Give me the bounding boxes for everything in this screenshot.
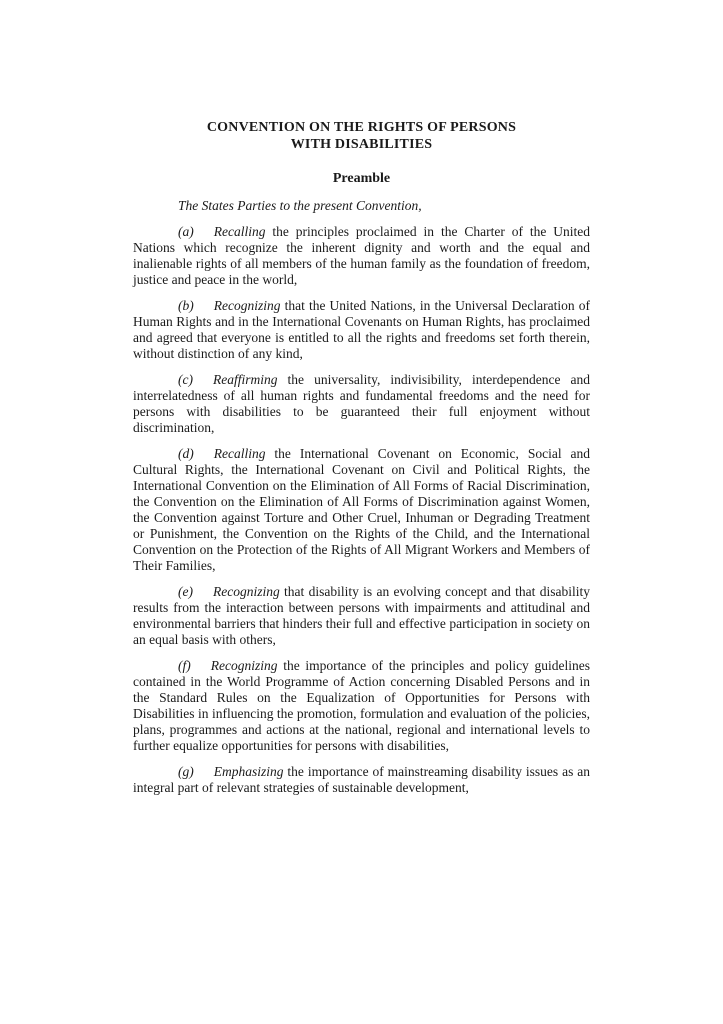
paragraph-lead: Recalling: [213, 446, 266, 461]
paragraph-lead: Recognizing: [210, 658, 278, 673]
preamble-heading: Preamble: [332, 171, 391, 186]
paragraph-marker: (d): [178, 446, 194, 461]
document-title: [133, 119, 590, 153]
paragraph-marker: (c): [178, 372, 193, 387]
paragraph-marker: (e): [178, 584, 193, 599]
paragraph-lead: Recalling: [213, 224, 266, 239]
preamble-paragraph: [133, 224, 590, 288]
intro-line: The States Parties to the present Convention,: [178, 198, 422, 213]
preamble-paragraph: [133, 446, 590, 574]
paragraph-marker: (f): [178, 658, 191, 673]
document-title-line1: CONVENTION ON THE RIGHTS OF PERSONS: [206, 120, 517, 135]
paragraph-marker: (a): [178, 224, 194, 239]
paragraph-text: the International Covenant on Economic, Social and Cultural Rights, the International Covenant on Civil and Political Rights, the International Convention on the Elimination of All Forms of Racial Discrimination, the Convention on the Elimination of All Forms of Discrimination against Women, the Convention against Torture and Other Cruel, Inhuman or Degrading Treatment or Punishment, the Convention on the Rights of the Child, and the International Convention on the Protection of the Rights of All Migrant Workers and Members of Their Families,: [133, 446, 590, 573]
paragraph-lead: Reaffirming: [212, 372, 278, 387]
paragraph-text: the importance of the principles and policy guidelines contained in the World Programme of Action concerning Disabled Persons and in the Standard Rules on the Equalization of Opportunities for Persons with Disabilities in influencing the promotion, formulation and evaluation of the policies, plans, programmes and actions at the national, regional and international levels to further equalize opportunities for persons with disabilities,: [133, 658, 590, 753]
paragraph-text: that the United Nations, in the Universal Declaration of Human Rights and in the International Covenants on Human Rights, has proclaimed and agreed that everyone is entitled to all the rights and freedoms set forth therein, without distinction of any kind,: [133, 298, 590, 361]
preamble-paragraph: [133, 658, 590, 754]
paragraph-marker: (b): [178, 298, 194, 313]
paragraph-lead: Emphasizing: [213, 764, 284, 779]
paragraph-text: the universality, indivisibility, interdependence and interrelatedness of all human rights and fundamental freedoms and the need for persons with disabilities to be guaranteed their full enjoyment without discrimination,: [133, 372, 590, 435]
document-title-line2: WITH DISABILITIES: [290, 137, 433, 152]
preamble-paragraph: [133, 764, 590, 796]
paragraph-lead: Recognizing: [213, 298, 281, 313]
paragraph-text: that disability is an evolving concept and that disability results from the interaction between persons with impairments and attitudinal and environmental barriers that hinders their full and effective participation in society on an equal basis with others,: [133, 584, 590, 647]
preamble-paragraphs: [133, 224, 590, 796]
paragraph-lead: Recognizing: [212, 584, 280, 599]
preamble-paragraph: [133, 298, 590, 362]
paragraph-marker: (g): [178, 764, 194, 779]
paragraph-text: the importance of mainstreaming disability issues as an integral part of relevant strategies of sustainable development,: [133, 764, 590, 795]
paragraph-text: the principles proclaimed in the Charter of the United Nations which recognize the inherent dignity and worth and the equal and inalienable rights of all members of the human family as the foundation of freedom, justice and peace in the world,: [133, 224, 590, 287]
preamble-paragraph: [133, 584, 590, 648]
preamble-paragraph: [133, 372, 590, 436]
